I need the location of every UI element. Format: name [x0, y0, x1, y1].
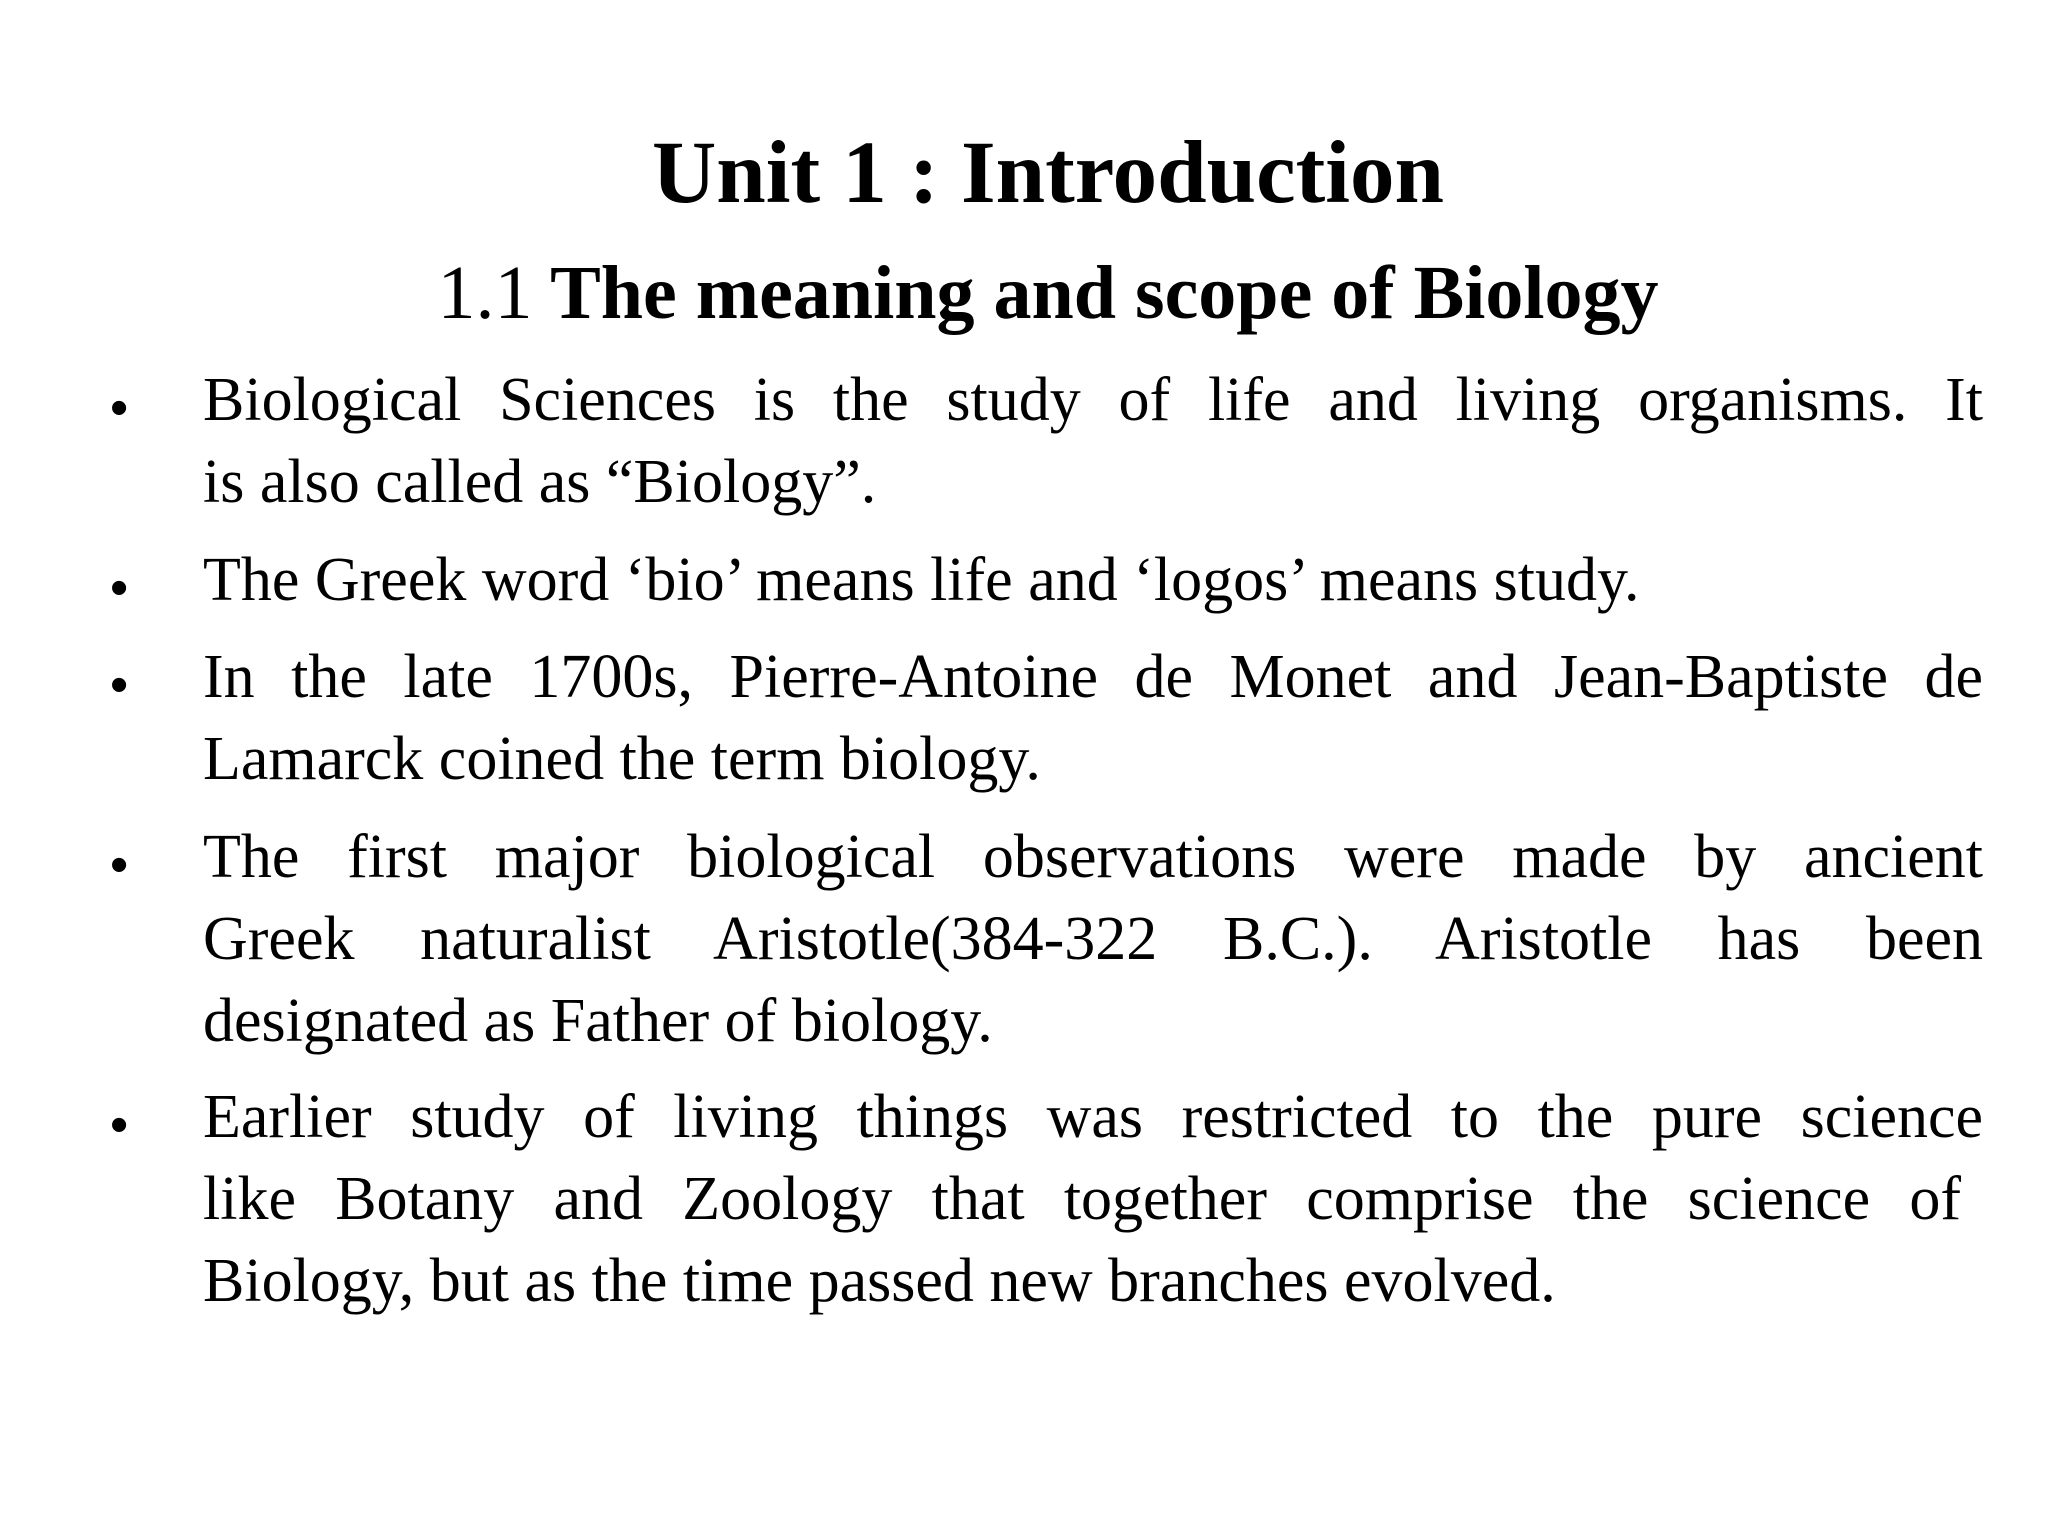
list-item-line: In the late 1700s, Pierre-Antoine de Monet and Jean-Baptiste de	[203, 643, 1983, 711]
slide-title: Unit 1 : Introduction	[651, 124, 1445, 222]
bullet-dot: •	[110, 379, 129, 437]
bullet-dot: •	[110, 836, 129, 894]
list-item-line: Biological Sciences is the study of life and living organisms. It	[203, 366, 1983, 434]
bullet-dot: •	[110, 1096, 129, 1154]
bullet-dot: •	[110, 559, 129, 617]
list-item-line: is also called as “Biology”.	[203, 448, 877, 516]
bullet-dot: •	[110, 656, 129, 714]
list-item-line: The first major biological observations were made by ancient	[203, 823, 1983, 891]
subtitle-number: 1.1	[437, 251, 533, 335]
list-item-line: Biology, but as the time passed new branches evolved.	[203, 1247, 1556, 1315]
subtitle-text: The meaning and scope of Biology	[550, 251, 1659, 335]
list-item-line: Earlier study of living things was restricted to the pure science	[203, 1083, 1983, 1151]
list-item-line: The Greek word ‘bio’ means life and ‘logos’ means study.	[203, 546, 1640, 614]
list-item-line: designated as Father of biology.	[203, 987, 993, 1055]
list-item-line: Lamarck coined the term biology.	[203, 725, 1041, 793]
list-item-line: like Botany and Zoology that together comprise the science of	[203, 1165, 1961, 1233]
list-item-line: Greek naturalist Aristotle(384-322 B.C.). Aristotle has been	[203, 905, 1983, 973]
